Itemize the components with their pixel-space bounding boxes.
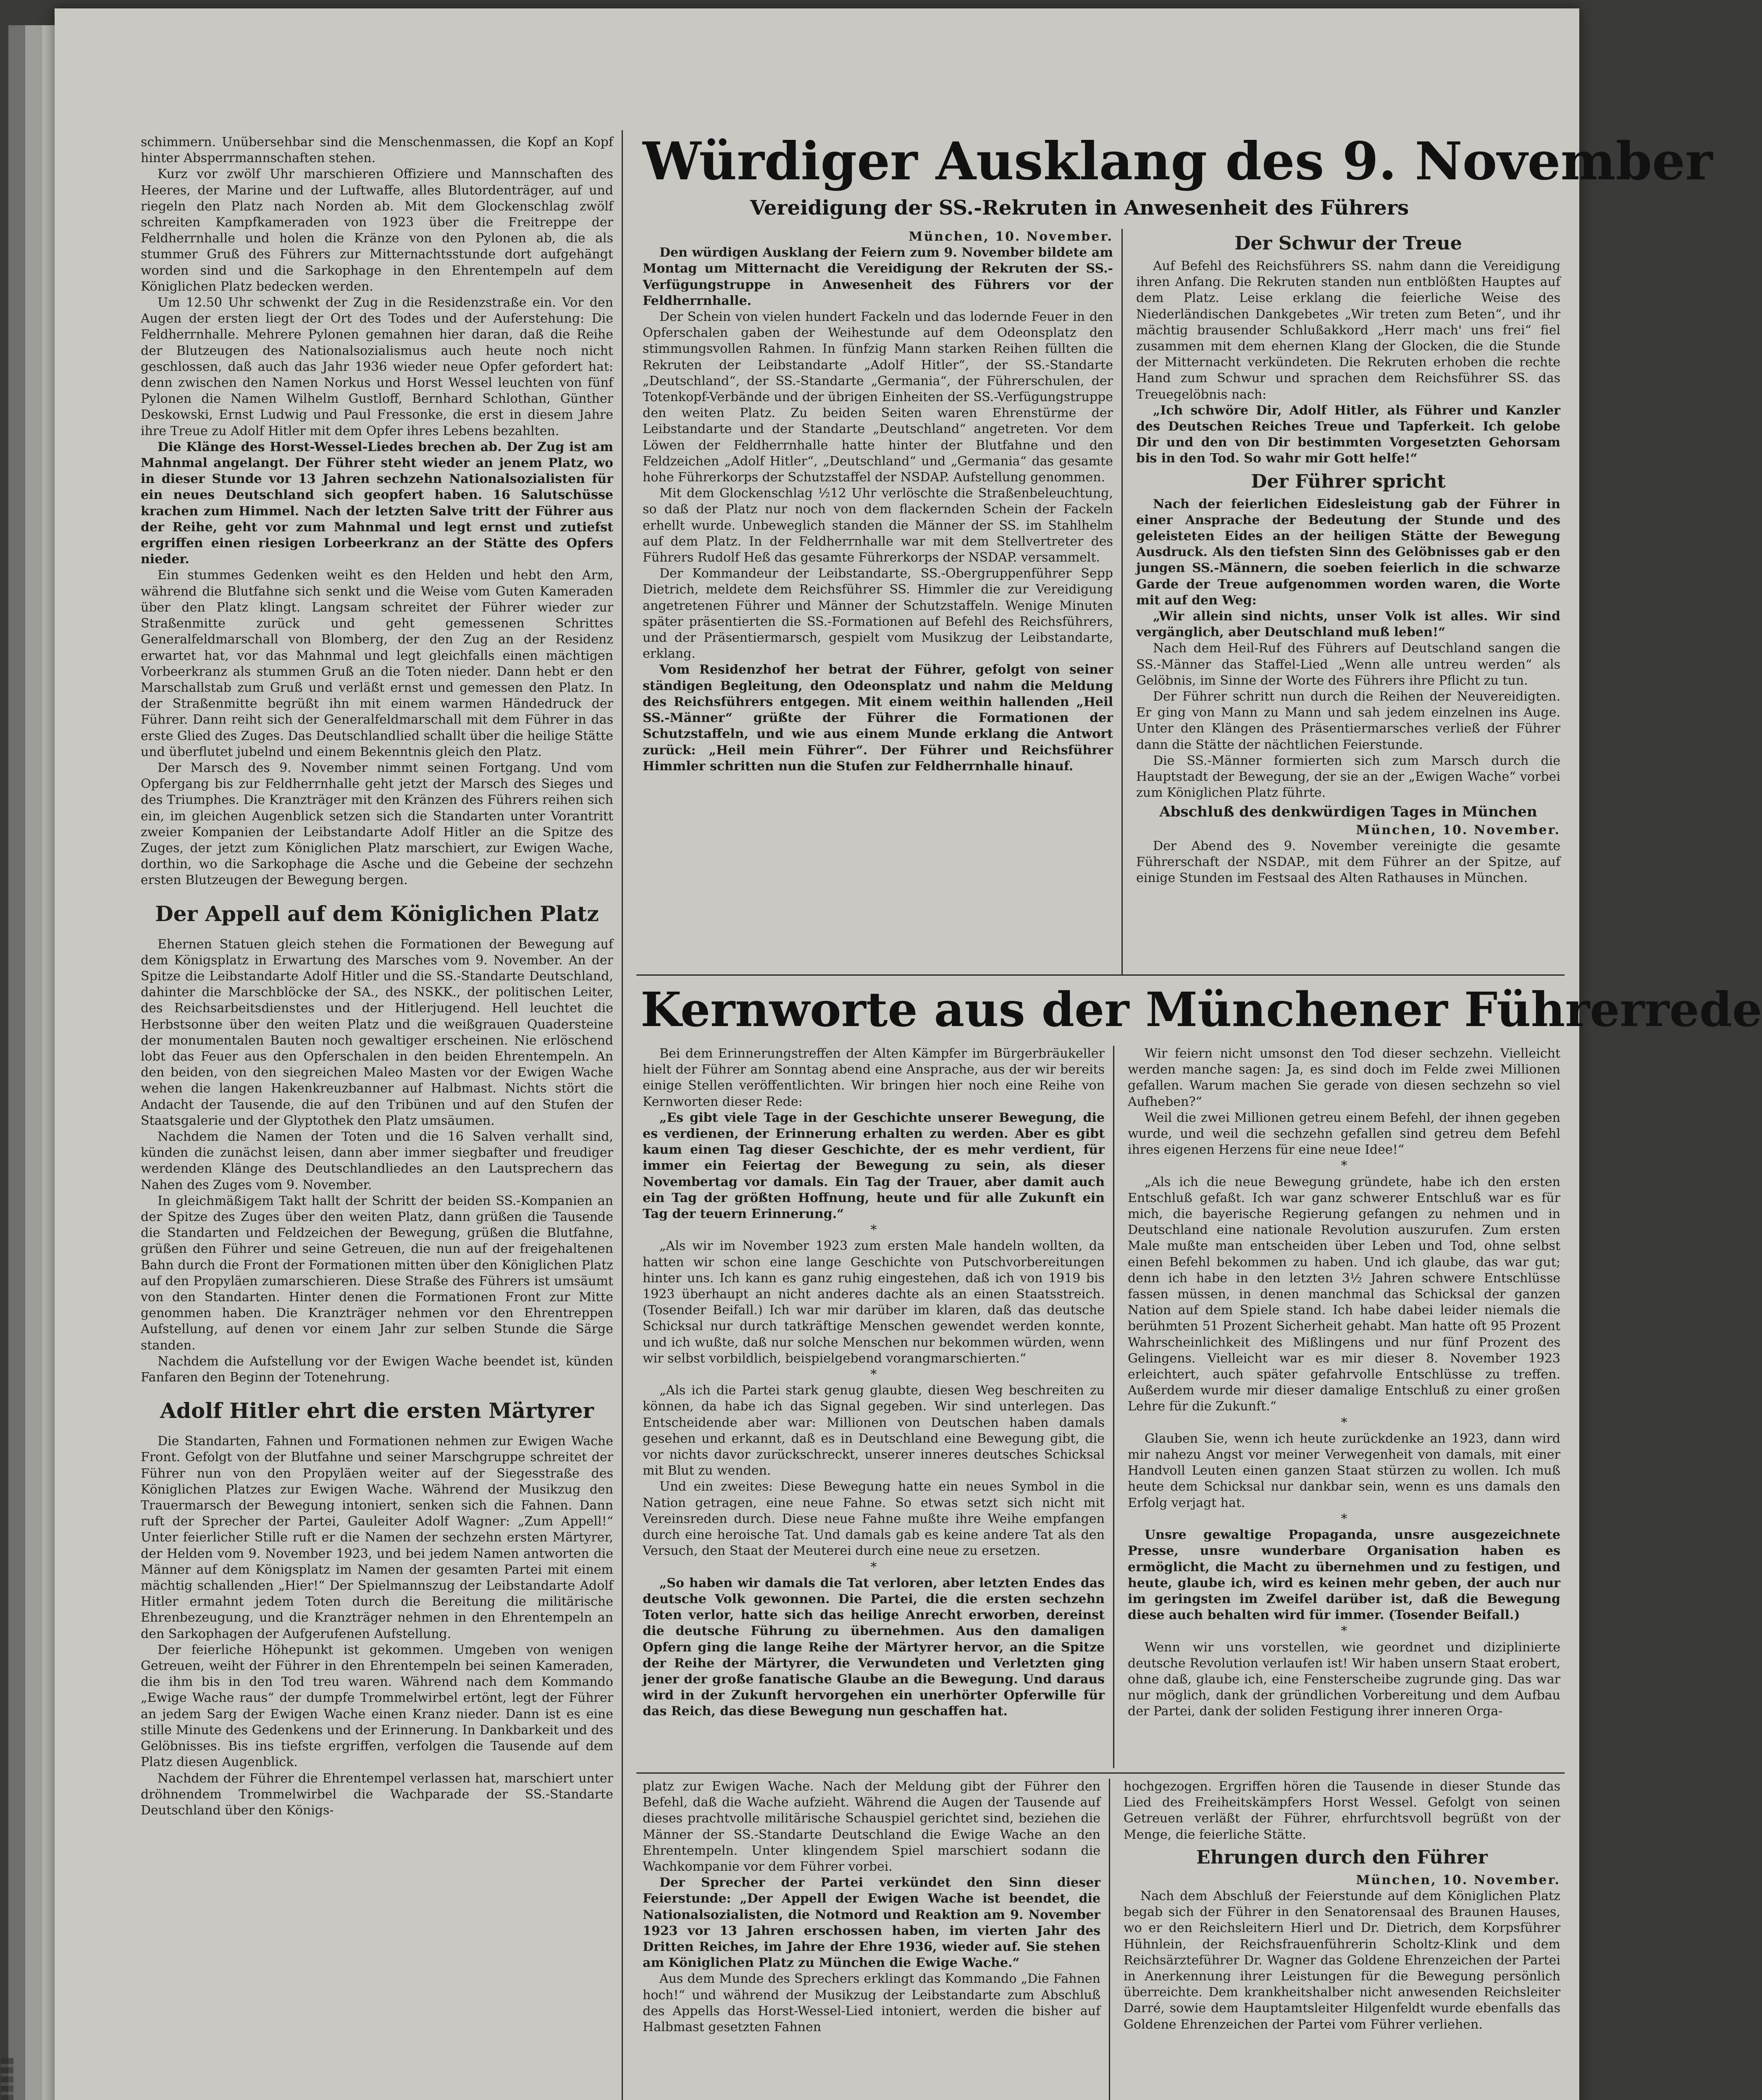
binding-marks [1,2058,13,2100]
quote-paragraph: „Als wir im November 1923 zum ersten Male handeln wollten, da hatten wir schon eine lange Geschichte von Putschvorbereitungen hinter uns. Ich kann es ganz ruhig eingestehen, daß ich von 1919 bis 1923 überhaupt an nicht anderes dachte als an einen Staatsstreich. (Tosender Beifall.) Ich war mir darüber im klaren, daß das deutsche Schicksal nur durch tatkräftige Menschen gewendet werden konnte, und ich wußte, daß nur solche Menschen nur bekommen würden, wenn wir selbst vorbildlich, beispielgebend vorangmarschierten.“ [643,1239,1105,1366]
article-paragraph: Der Abend des 9. November vereinigte die gesamte Führerschaft der NSDAP., mit dem Führer an der Spitze, auf einige Stunden im Festsaal des Alten Rathauses in München. [1136,838,1560,886]
article-paragraph: Aus dem Munde des Sprechers erklingt das Kommando „Die Fahnen hoch!“ und während der Musikzug der Leibstandarte zum Abschluß des Appells das Horst-Wessel-Lied intoniert, werden die bisher auf Halbmast gesetzten Fahnen [643,1971,1100,2035]
quote-paragraph: Und ein zweites: Diese Bewegung hatte ein neues Symbol in die Nation getragen, eine neue Fahne. So etwas setzt sich nicht mit Vereinsreden durch. Diese neue Fahne mußte ihre Weihe empfangen durch eine heroische Tat. Und damals gab es keine andere Tat als den Versuch, den Staat der Meuterei durch eine neue zu ersetzen. [643,1479,1105,1559]
section-rule [636,1772,1565,1774]
section-heading: Ehrungen durch den Führer [1196,1846,1488,1868]
dateline: München, 10. November. [1356,822,1560,837]
right-column [1136,229,1560,972]
article-paragraph: hochgezogen. Ergriffen hören die Tausende in dieser Stunde das Lied des Freiheitskämpfers Horst Wessel. Gefolgt von seinen Getreuen verläßt der Führer, ehrfurchtsvoll begrüßt von der Menge, die feierliche Stätte. [1124,1779,1560,1842]
article-paragraph: Nach dem Abschluß der Feierstunde auf dem Königlichen Platz begab sich der Führer in den Senatorensaal des Braunen Hauses, wo er den Reichsleitern Hierl und Dr. Dietrich, dem Korpsführer Hühnlein, der Reichsfrauenführerin Scholtz-Klink und dem Reichsärzteführer Dr. Wagner das Goldene Ehrenzeichen der Partei in Anerkennung ihrer Leistungen für die Bewegung persönlich überreichte. Dem krankheitshalber nicht anwesenden Reichsleiter Darré, sowie dem Hauptamtsleiter Hilgenfeldt wurde ebenfalls das Goldene Ehrenzeichen der Partei vom Führer verliehen. [1124,1889,1560,2032]
bottom-right-column [1124,1779,1560,2100]
article-paragraph: Nachdem der Führer die Ehrentempel verlassen hat, marschiert unter dröhnendem Trommelwirbel die Wachparade der SS.-Standarte Deutschland über den Königs- [141,1771,613,1818]
column-rule [622,130,623,2100]
main-headline: Würdiger Ausklang des 9. November [643,131,1713,192]
quote-paragraph: Wenn wir uns vorstellen, wie geordnet und diziplinierte deutsche Revolution verlaufen ist! Wir haben unsern Staat erobert, ohne daß, glaube ich, eine Fensterscheibe zugrunde ging. Das war nur möglich, dank der gründlichen Vorbereitung und dem Aufbau der Partei, dank der soliden Festigung ihrer inneren Orga- [1128,1640,1560,1719]
separator-star: * [1341,1415,1347,1430]
column-rule [1113,1046,1114,1768]
main-subheadline: Vereidigung der SS.-Rekruten in Anwesenheit des Führers [750,196,1409,220]
article-paragraph: schimmern. Unübersehbar sind die Menschenmassen, die Kopf an Kopf hinter Absperrmannschaften stehen. [141,135,613,166]
quote-paragraph: „So haben wir damals die Tat verloren, aber letzten Endes das deutsche Volk gewonnen. Die Partei, die die ersten sechzehn Toten verlor, hatte sich das heilige Anrecht erworben, dereinst die deutsche Führung zu übernehmen. Aus den damaligen Opfern ging die lange Reihe der Märtyrer hervor, an die Spitze der Reihe der Märtyrer, die Verwundeten und Verletzten ging jener der große fanatische Glaube an die Bewegung. Und daraus wird in der Zukunft hervorgehen ein unerhörter Opferwille für das Reich, das diese Bewegung nun geschaffen hat. [643,1575,1105,1719]
newspaper-page [55,8,1762,2100]
separator-star: * [870,1367,877,1382]
speech-left-column [643,1046,1105,1768]
middle-column [643,229,1113,972]
section-heading: Der Appell auf dem Königlichen Platz [155,901,599,926]
article-paragraph: Vom Residenzhof her betrat der Führer, gefolgt von seiner ständigen Begleitung, den Odeonsplatz und nahm die Meldung des Reichsführers entgegen. Mit einem weithin hallenden „Heil SS.-Männer“ grüßte der Führer die Formationen der Schutzstaffeln, und wie aus einem Munde erklang die Antwort zurück: „Heil mein Führer“. Der Führer und Reichsführer Himmler schritten nun die Stufen zur Feldherrnhalle hinauf. [643,662,1113,774]
dateline: München, 10. November. [1356,1872,1560,1887]
quote-paragraph: „Als ich die neue Bewegung gründete, habe ich den ersten Entschluß gefaßt. Ich war ganz schwerer Entschluß war es für mich, die bayerische Regierung gefangen zu nehmen und in Deutschland eine nationale Revolution auszurufen. Zum ersten Male mußte man entscheiden über Leben und Tod, ohne selbst einen Befehl bekommen zu haben. Und ich glaube, das war gut; denn ich habe in den letzten 3½ Jahren schwere Entschlüsse fassen müssen, in denen manchmal das Schicksal der ganzen Nation auf dem Spiele stand. Ich habe dabei leider niemals die berühmten 51 Prozent Sicherheit gehabt. Man hatte oft 95 Prozent Wahrscheinlichkeit des Mißlingens und nur fünf Prozent des Gelingens. Vielleicht war es mir dieser 8. November 1923 erleichtert, auch später gefahrvolle Entschlüsse zu treffen. Außerdem wurde mir dieser damalige Entschluß zu einer großen Lehre für die Zukunft.“ [1128,1174,1560,1414]
quote-paragraph: Weil die zwei Millionen getreu einem Befehl, der ihnen gegeben wurde, und weil die sechzehn gefallen sind getreu dem Befehl ihres eigenen Herzens für eine neue Idee!“ [1128,1110,1560,1158]
article-paragraph: Um 12.50 Uhr schwenkt der Zug in die Residenzstraße ein. Vor den Augen der ersten liegt der Ort des Todes und der Auferstehung: Die Feldherrnhalle. Mehrere Pylonen gemahnen hier daran, daß die Reihe der Blutzeugen des Nationalsozialismus auch heute noch nicht geschlossen, daß auch das Jahr 1936 wieder neue Opfer gefordert hat: denn zwischen den Namen Norkus und Horst Wessel leuchten von fünf Pylonen die Namen Wilhelm Gustloff, Bernhard Schlothan, Günther Deskowski, Ernst Ludwig und Paul Fressonke, die erst in diesem Jahre ihre Treue zu Adolf Hitler mit dem Opfer ihres Lebens bezahlten. [141,295,613,438]
separator-star: * [1341,1624,1347,1639]
article-paragraph: Die Standarten, Fahnen und Formationen nehmen zur Ewigen Wache Front. Gefolgt von der Blutfahne und seiner Marschgruppe schreitet der Führer nun von den Propyläen weiter auf der Siegesstraße des Königlichen Platzes zur Ewigen Wache. Während der Musikzug den Trauermarsch der Bewegung intoniert, senken sich die Fahnen. Dann ruft der Sprecher der Partei, Gauleiter Adolf Wagner: „Zum Appell!“ Unter feierlicher Stille ruft er die Namen der sechzehn ersten Märtyrer, der Helden vom 9. November 1923, und bei jedem Namen antworten die Männer auf dem Königsplatz im Namen der gesamten Partei mit einem mächtig schallenden „Hier!“ Der Spielmannszug der Leibstandarte Adolf Hitler ermahnt jedem Toten durch die Bereitung die militärische Ehrenbezeugung, und die Kranzträger nehmen in den Ehrentempeln an den Sarkophagen der Aufgerufenen Aufstellung. [141,1434,613,1641]
article-paragraph: Der Schein von vielen hundert Fackeln und das lodernde Feuer in den Opferschalen gaben der Weihestunde auf dem Odeonsplatz den stimmungsvollen Rahmen. In fünfzig Mann starken Reihen füllten die Rekruten der Leibstandarte „Adolf Hitler“, der SS.-Standarte „Deutschland“, der SS.-Standarte „Germania“, der Führerschulen, der Totenkopf-Verbände und der übrigen Einheiten der SS.-Verfügungstruppe den weiten Platz. Zu beiden Seiten waren Ehrenstürme der Leibstandarte und der Standarte „Deutschland“ angetreten. Vor dem Löwen der Feldherrnhalle hatte hinter der Blutfahne und den Feldzeichen „Adolf Hitler“, „Deutschland“ und „Germania“ das gesamte hohe Führerkorps der Schutzstaffel der NSDAP. Aufstellung genommen. [643,310,1113,485]
left-column [141,134,613,2100]
article-paragraph: Ein stummes Gedenken weiht es den Helden und hebt den Arm, während die Blutfahne sich senkt und die Weise vom Guten Kameraden über den Platz klingt. Langsam schreitet der Führer wieder zur Straßenmitte zurück und geht gemessenen Schrittes Generalfeldmarschall von Blomberg, der den Zug an der Residenz erwartet hat, vor das Mahnmal und legt gleichfalls einen mächtigen Vorbeerkranz als stummen Gruß an die Toten nieder. Dann hebt er den Marschallstab zum Gruß und verläßt ernst und gemessen den Platz. In der Straßenmitte begrüßt ihn mit einem warmen Händedruck der Führer. Dann reiht sich der Generalfeldmarschall mit dem Führer in das erste Glied des Zuges. Das Deutschlandlied schallt über die heilige Stätte und überflutet jubelnd und einem Bekenntnis gleich den Platz. [141,568,613,759]
article-paragraph: In gleichmäßigem Takt hallt der Schritt der beiden SS.-Kompanien an der Spitze des Zuges über den weiten Platz, dann grüßen die Tausende die Standarten und Feldzeichen der Bewegung, grüßen die Blutfahne, grüßen den Führer und seine Getreuen, die nun auf der freigehaltenen Bahn durch die Front der Formationen mitten über den Königlichen Platz auf den Propyläen zumarschieren. Diese Straße des Führers ist umsäumt von den Standarten. Hinter denen die Formationen Front zur Mitte genommen haben. Die Kranzträger nehmen vor den Ehrentreppen Aufstellung, auf denen vor einem Jahr zur selben Stunde die Särge standen. [141,1193,613,1353]
article-paragraph: Der feierliche Höhepunkt ist gekommen. Umgeben von wenigen Getreuen, weiht der Führer in den Ehrentempeln bei seinen Kameraden, die ihm bis in den Tod treu waren. Während nach dem Kommando „Ewige Wache raus“ der dumpfe Trommelwirbel ertönt, legt der Führer an jedem Sarg der Ewigen Wache einen Kranz nieder. Dann ist es eine stille Minute des Gedenkens und der Erinnerung. In Dankbarkeit und des Gelöbnisses. Bis ins tiefste ergriffen, verfolgen die Tausende auf dem Platz diesen Augenblick. [141,1642,613,1770]
article-paragraph: Der Marsch des 9. November nimmt seinen Fortgang. Und vom Opfergang bis zur Feldherrnhalle geht jetzt der Marsch des Sieges und des Triumphes. Die Kranzträger mit den Kränzen des Führers reihen sich ein, im gleichen Augenblick setzen sich die Standarten unter Vorantritt zweier Kompanien der Leibstandarte Adolf Hitler an die Spitze des Zuges, der jetzt zum Königlichen Platz marschiert, zur Ewigen Wache, dorthin, wo die Sarkophage die Asche und die Gebeine der sechzehn ersten Blutzeugen der Bewegung bergen. [141,760,613,888]
article-paragraph: Der Führer schritt nun durch die Reihen der Neuvereidigten. Er ging von Mann zu Mann und sah jedem einzelnen ins Auge. Unter den Klängen des Präsentiermarsches verließ der Führer dann die Stätte der nächtlichen Feierstunde. [1136,689,1560,752]
quote-paragraph: „Wir allein sind nichts, unser Volk ist alles. Wir sind vergänglich, aber Deutschland muß leben!“ [1136,609,1560,640]
article-paragraph: Nachdem die Aufstellung vor der Ewigen Wache beendet ist, künden Fanfaren den Beginn der Totenehrung. [141,1354,613,1385]
article-paragraph: Die SS.-Männer formierten sich zum Marsch durch die Hauptstadt der Bewegung, der sie an der „Ewigen Wache“ vorbei zum Königlichen Platz führte. [1136,753,1560,801]
column-rule [1109,1779,1110,2100]
article-paragraph: Nach dem Heil-Ruf des Führers auf Deutschland sangen die SS.-Männer das Staffel-Lied „Wenn alle untreu werden“ als Gelöbnis, im Sinne der Worte des Führers ihre Pflicht zu tun. [1136,641,1560,688]
separator-star: * [1341,1511,1347,1526]
quote-paragraph: Unsre gewaltige Propaganda, unsre ausgezeichnete Presse, unsre wunderbare Organisation haben es ermöglicht, die Macht zu übernehmen und zu festigen, und heute, glaube ich, wird es keinen mehr geben, der auch nur im geringsten im Zweifel darüber ist, daß die Bewegung diese auch behalten wird für immer. (Tosender Beifall.) [1128,1528,1560,1623]
section-heading: Adolf Hitler ehrt die ersten Märtyrer [160,1398,594,1423]
separator-star: * [1341,1158,1347,1173]
bottom-middle-column [643,1779,1100,2100]
second-headline: Kernworte aus der Münchener Führerrede [641,982,1762,1037]
separator-star: * [870,1559,877,1575]
section-heading: Der Führer spricht [1251,470,1446,492]
quote-paragraph: Glauben Sie, wenn ich heute zurückdenke an 1923, dann wird mir nahezu Angst vor meiner Verwegenheit von damals, mit einer Handvoll Leuten einen ganzen Staat stürzen zu wollen. Ich muß heute dem Schicksal nur dankbar sein, wenn es uns damals den Erfolg verjagt hat. [1128,1431,1560,1510]
article-paragraph: Die Klänge des Horst-Wessel-Liedes brechen ab. Der Zug ist am Mahnmal angelangt. Der Führer steht wieder an jenem Platz, wo in dieser Stunde vor 13 Jahren sechzehn Nationalsozialisten für ein neues Deutschland sich geopfert haben. 16 Salutschüsse krachen zum Himmel. Nach der letzten Salve tritt der Führer aus der Reihe, geht vor zum Mahnmal und legt ernst und zutiefst ergriffen einen riesigen Lorbeerkranz an der Stätte des Opfers nieder. [141,439,613,567]
article-paragraph: Ehernen Statuen gleich stehen die Formationen der Bewegung auf dem Königsplatz in Erwartung des Marsches vom 9. November. An der Spitze die Leibstandarte Adolf Hitler und die SS.-Standarte Deutschland, dahinter die Marschblöcke der SA., des NSKK., der politischen Leiter, des Reichsarbeitsdienstes und der Hitlerjugend. Hell leuchtet die Herbstsonne über den weiten Platz und die weißgrauen Quadersteine der monumentalen Bauten noch gewaltiger erscheinen. Nie erlöschend lobt das Feuer aus den Opferschalen in den beiden Ehrentempeln. An den beiden, von den siegreichen Maleo Masten vor der Ewigen Wache wehen die langen Hakenkreuzbanner auf Halbmast. Nichts stört die Andacht der Tausende, die auf den Tribünen und auf den Stufen der Staatsgalerie und der Glyptothek den Platz umsäumen. [141,937,613,1128]
article-paragraph: Der Sprecher der Partei verkündet den Sinn dieser Feierstunde: „Der Appell der Ewigen Wache ist beendet, die Nationalsozialisten, die Notmord und Reaktion am 9. November 1923 vor 13 Jahren erschossen haben, im vierten Jahr des Dritten Reiches, im Jahre der Ehre 1936, wieder auf. Sie stehen am Königlichen Platz zu München die Ewige Wache.“ [643,1875,1100,1971]
quote-paragraph: Wir feiern nicht umsonst den Tod dieser sechzehn. Vielleicht werden manche sagen: Ja, es sind doch im Felde zwei Millionen gefallen. Warum machen Sie gerade von diesen sechzehn so viel Aufheben?“ [1128,1046,1560,1109]
section-heading: Abschluß des denkwürdigen Tages in München [1159,803,1537,820]
oath-paragraph: „Ich schwöre Dir, Adolf Hitler, als Führer und Kanzler des Deutschen Reiches Treue und Tapferkeit. Ich gelobe Dir und den von Dir bestimmten Vorgesetzten Gehorsam bis in den Tod. So wahr mir Gott helfe!“ [1136,403,1560,466]
article-paragraph: Bei dem Erinnerungstreffen der Alten Kämpfer im Bürgerbräukeller hielt der Führer am Sonntag abend eine Ansprache, aus der wir bereits einige Stellen veröffentlichten. Wir bringen hier noch eine Reihe von Kernworten dieser Rede: [643,1046,1105,1109]
speech-right-column [1128,1046,1560,1768]
article-paragraph: Nach der feierlichen Eidesleistung gab der Führer in einer Ansprache der Bedeutung der Stunde und des geleisteten Eides an der heiligen Stätte der Bewegung Ausdruck. Als den tiefsten Sinn des Gelöbnisses gab er den jungen SS.-Männern, die soeben feierlich in die schwarze Garde der Treue aufgenommen worden waren, die Worte mit auf den Weg: [1136,496,1560,608]
section-heading: Der Schwur der Treue [1234,233,1462,254]
section-rule [636,974,1565,976]
column-rule [1121,229,1123,974]
quote-paragraph: „Als ich die Partei stark genug glaubte, diesen Weg beschreiten zu können, da habe ich das Signal gegeben. Wir sind unterlegen. Das Entscheidende aber war: Millionen von Deutschen haben damals gesehen und erkannt, daß es in Deutschland eine Bewegung gibt, die vor nichts davor zurückschreckt, unserer inneres deutsches Schicksal mit Blut zu wenden. [643,1383,1105,1478]
article-paragraph: Nachdem die Namen der Toten und die 16 Salven verhallt sind, künden die zunächst leisen, dann aber immer siegbafter und freudiger werdenden Klänge des Deutschlandliedes an den Lautsprechern das Nahen des Zuges vom 9. November. [141,1129,613,1192]
dateline: München, 10. November. [909,229,1113,244]
lead-paragraph: Den würdigen Ausklang der Feiern zum 9. November bildete am Montag um Mitternacht die Vereidigung der Rekruten der SS.-Verfügungstruppe in Anwesenheit des Führers vor der Feldherrnhalle. [643,245,1113,308]
article-paragraph: platz zur Ewigen Wache. Nach der Meldung gibt der Führer den Befehl, daß die Wache aufzieht. Während die Augen der Tausende auf dieses prachtvolle militärische Schauspiel gerichtet sind, beziehen die Männer der SS.-Standarte Deutschland die Ewige Wache an den Ehrentempeln. Unter klingendem Spiel marschiert sodann die Wachkompanie vor dem Führer vorbei. [643,1779,1100,1874]
separator-star: * [870,1223,877,1238]
article-paragraph: Kurz vor zwölf Uhr marschieren Offiziere und Mannschaften des Heeres, der Marine und der Luftwaffe, alles Blutordenträger, auf und riegeln den Platz nach Norden ab. Mit dem Glockenschlag zwölf schreiten Kampfkameraden von 1923 über die Freitreppe der Feldherrnhalle und holen die Kränze von den Pylonen ab, die als stummer Gruß des Führers zur Mitternachtsstunde dort aufgehängt worden sind und die Sarkophage in den Ehrentempeln auf dem Königlichen Platz bedecken werden. [141,167,613,294]
article-paragraph: Mit dem Glockenschlag ½12 Uhr verlöschte die Straßenbeleuchtung, so daß der Platz nur noch von dem flackernden Schein der Fackeln erhellt wurde. Unbeweglich standen die Männer der SS. im Stahlhelm auf dem Platz. In der Feldherrnhalle war mit dem Stellvertreter des Führers Rudolf Heß das gesamte Führerkorps der NSDAP. versammelt. [643,486,1113,565]
article-paragraph: Der Kommandeur der Leibstandarte, SS.-Obergruppenführer Sepp Dietrich, meldete dem Reichsführer SS. Himmler die zur Vereidigung angetretenen Führer und Männer der Schutzstaffeln. Wenige Minuten später präsentierten die SS.-Formationen auf Befehl des Reichsführers, und der Präsentiermarsch, gespielt vom Musikzug der Leibstandarte, erklang. [643,566,1113,662]
article-paragraph: Auf Befehl des Reichsführers SS. nahm dann die Vereidigung ihren Anfang. Die Rekruten standen nun entblößten Hauptes auf dem Platz. Leise erklang die feierliche Weise des Niederländischen Dankgebetes „Wir treten zum Beten“, und ihr mächtig brausender Schlußakkord „Herr mach' uns frei“ fiel zusammen mit dem ehernen Klang der Glocken, die die Stunde der Mitternacht verkündeten. Die Rekruten erhoben die rechte Hand zum Schwur und sprachen dem Reichsführer SS. das Treuegelöbnis nach: [1136,259,1560,402]
quote-paragraph: „Es gibt viele Tage in der Geschichte unserer Bewegung, die es verdienen, der Erinnerung erhalten zu werden. Aber es gibt kaum einen Tag dieser Geschichte, der es mehr verdient, für immer ein Feiertag der Bewegung zu sein, als dieser Novembertag vor damals. Ein Tag der Trauer, aber damit auch ein Tag der größten Hoffnung, heute und für alle Zukunft ein Tag der teuern Erinnerung.“ [643,1110,1105,1222]
